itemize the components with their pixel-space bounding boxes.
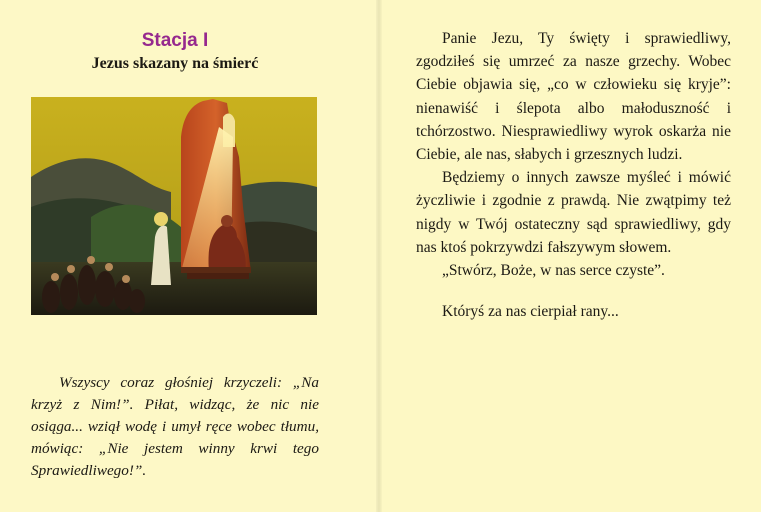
painting-image bbox=[31, 97, 317, 315]
meditation-paragraph: Panie Jezu, Ty święty i sprawiedliwy, zgodziłeś się umrzeć za nasze grzechy. Wobec Ciebie objawia się, „co w człowieku się kryje”: nienawiść i ślepota albo małoduszność i tchórzostwo. Niesprawiedliwy wyrok oskarża nie Ciebie, ale nas, słabych i grzesznych ludzi. bbox=[416, 30, 731, 164]
gospel-quote: Wszyscy coraz głośniej krzyczeli: „Na krzyż z Nim!”. Piłat, widząc, że nic nie osiąga... wziął wodę i umył ręce wobec tłumu, mówiąc: „Nie jestem winny krwi tego Sprawiedliwego!”. bbox=[31, 374, 319, 479]
station-painting bbox=[31, 97, 317, 315]
station-subtitle: Jezus skazany na śmierć bbox=[91, 55, 259, 72]
resolution-paragraph: Będziemy o innych zawsze myśleć i mówić życzliwie i zgodnie z prawdą. Nie zwątpimy też nigdy w Twój ostateczny sąd sprawiedliwy, gdy nas ktoś pokrzywdzi fałszywym słowem. bbox=[416, 169, 731, 256]
refrain-line: Któryś za nas cierpiał rany... bbox=[442, 303, 619, 321]
station-title: Stacja I bbox=[141, 30, 209, 51]
meditation-text bbox=[416, 27, 731, 323]
left-page bbox=[0, 0, 378, 512]
page-gutter bbox=[376, 0, 382, 512]
prayer-line: „Stwórz, Boże, w nas serce czyste”. bbox=[442, 262, 665, 280]
